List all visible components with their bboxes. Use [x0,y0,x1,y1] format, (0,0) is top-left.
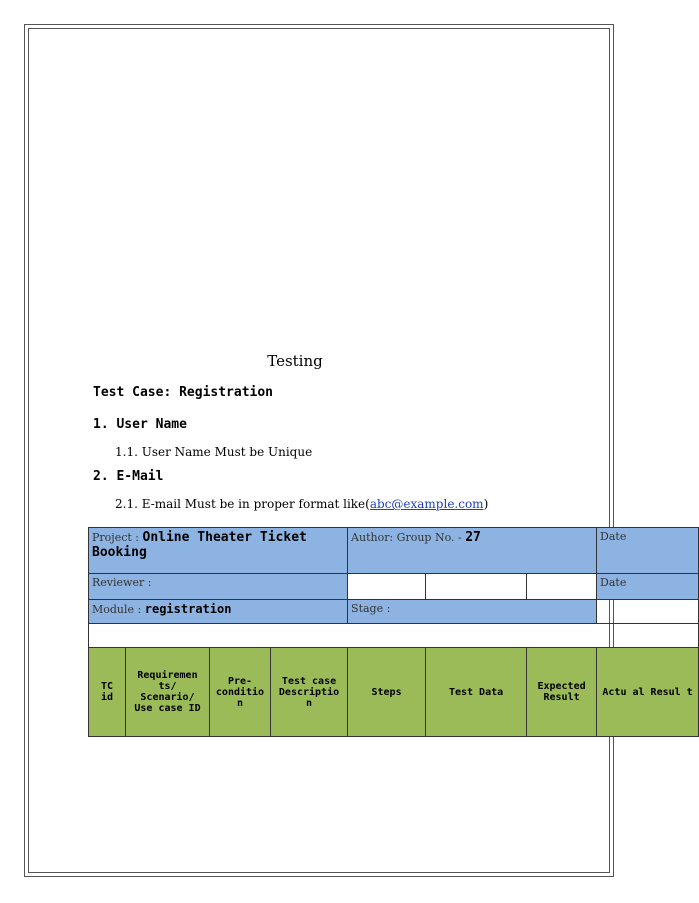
header-requirements: Requiremen ts/ Scenario/ Use case ID [126,648,210,737]
author-cell: Author: Group No. - 27 [348,528,597,574]
email-item-suffix: ) [483,497,489,511]
reviewer-cell: Reviewer : [89,574,348,600]
header-expected-result: Expected Result [527,648,597,737]
group-number: 27 [465,530,481,545]
stage-cell: Stage : [348,600,597,624]
document-title: Testing [267,352,323,370]
project-name: Online Theater Ticket Booking [92,530,307,560]
header-precondition: Pre-conditio n [210,648,271,737]
spacer-row [89,624,699,648]
section-heading-email: 2. E-Mail [93,469,164,484]
reviewer-blank-3 [527,574,597,600]
test-case-heading: Test Case: Registration [93,385,274,400]
date-cell-2: Date [597,574,699,600]
module-cell: Module : registration [89,600,348,624]
email-item-prefix: 2.1. E-mail Must be in proper format like( [115,497,370,511]
section-item-user-name: 1.1. User Name Must be Unique [115,445,313,459]
header-steps: Steps [348,648,426,737]
header-test-data: Test Data [426,648,527,737]
project-cell: Project : Online Theater Ticket Booking [89,528,348,574]
header-tc-id: TC id [89,648,126,737]
section-item-email [115,497,488,511]
stage-blank [597,600,699,624]
module-name: registration [144,602,232,616]
date-cell: Date [597,528,699,574]
reviewer-blank-2 [426,574,527,600]
test-case-table [88,527,693,740]
header-test-case-description: Test case Descriptio n [271,648,348,737]
header-actual-result: Actu al Resul t [597,648,699,737]
email-example-link[interactable]: abc@example.com [369,497,484,511]
reviewer-blank-1 [348,574,426,600]
section-heading-user-name: 1. User Name [93,417,187,432]
